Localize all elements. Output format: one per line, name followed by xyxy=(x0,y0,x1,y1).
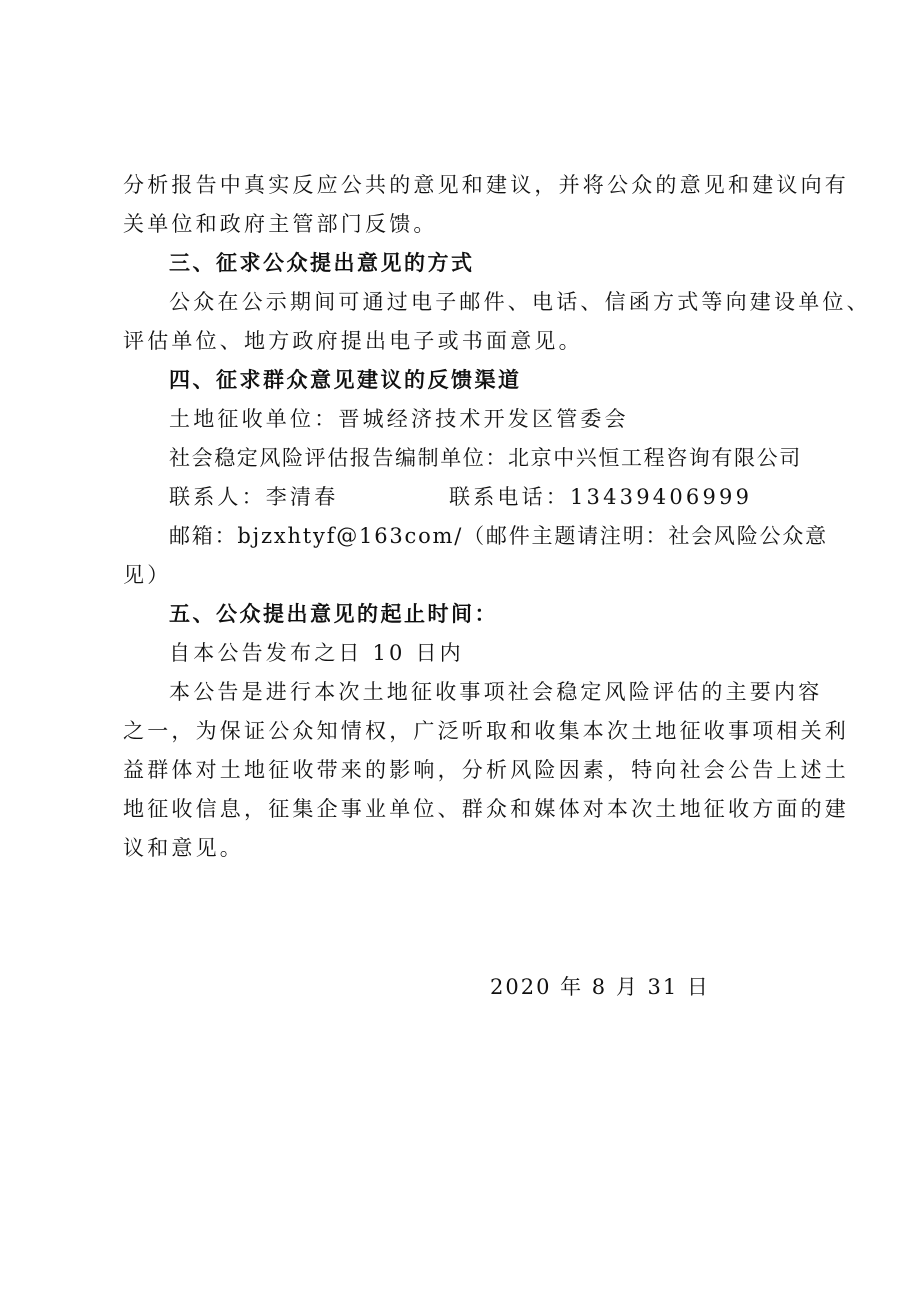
paragraph-line: 分析报告中真实反应公共的意见和建议，并将公众的意见和建议向有 xyxy=(123,173,849,197)
contact-phone: 联系电话：13439406999 xyxy=(449,485,753,509)
email-line-cont: 见） xyxy=(123,563,172,587)
closing-line: 本公告是进行本次土地征收事项社会稳定风险评估的主要内容 xyxy=(169,680,823,704)
closing-line: 益群体对土地征收带来的影响，分析风险因素，特向社会公告上述土 xyxy=(123,758,849,782)
land-unit-line: 土地征收单位：晋城经济技术开发区管委会 xyxy=(169,407,629,431)
section-heading-3: 三、征求公众提出意见的方式 xyxy=(169,251,475,275)
closing-line: 议和意见。 xyxy=(123,836,244,860)
section-heading-4: 四、征求群众意见建议的反馈渠道 xyxy=(169,368,522,392)
paragraph-line: 公众在公示期间可通过电子邮件、电话、信函方式等向建设单位、 xyxy=(169,290,871,314)
email-line: 邮箱：bjzxhtyf@163com/（邮件主题请注明：社会风险公众意 xyxy=(169,524,828,548)
contact-row xyxy=(123,478,813,517)
contact-person: 联系人：李清春 xyxy=(169,485,339,509)
paragraph-line: 评估单位、地方政府提出电子或书面意见。 xyxy=(123,329,583,353)
closing-line: 之一，为保证公众知情权，广泛听取和收集本次土地征收事项相关利 xyxy=(123,719,849,743)
document-date: 2020 年 8 月 31 日 xyxy=(490,975,710,999)
document-body xyxy=(123,166,871,868)
closing-line: 地征收信息，征集企事业单位、群众和媒体对本次土地征收方面的建 xyxy=(123,797,849,821)
period-line: 自本公告发布之日 10 日内 xyxy=(169,641,464,665)
paragraph-line: 关单位和政府主管部门反馈。 xyxy=(123,212,438,236)
section-heading-5: 五、公众提出意见的起止时间： xyxy=(169,602,498,626)
report-unit-line: 社会稳定风险评估报告编制单位：北京中兴恒工程咨询有限公司 xyxy=(169,446,802,470)
